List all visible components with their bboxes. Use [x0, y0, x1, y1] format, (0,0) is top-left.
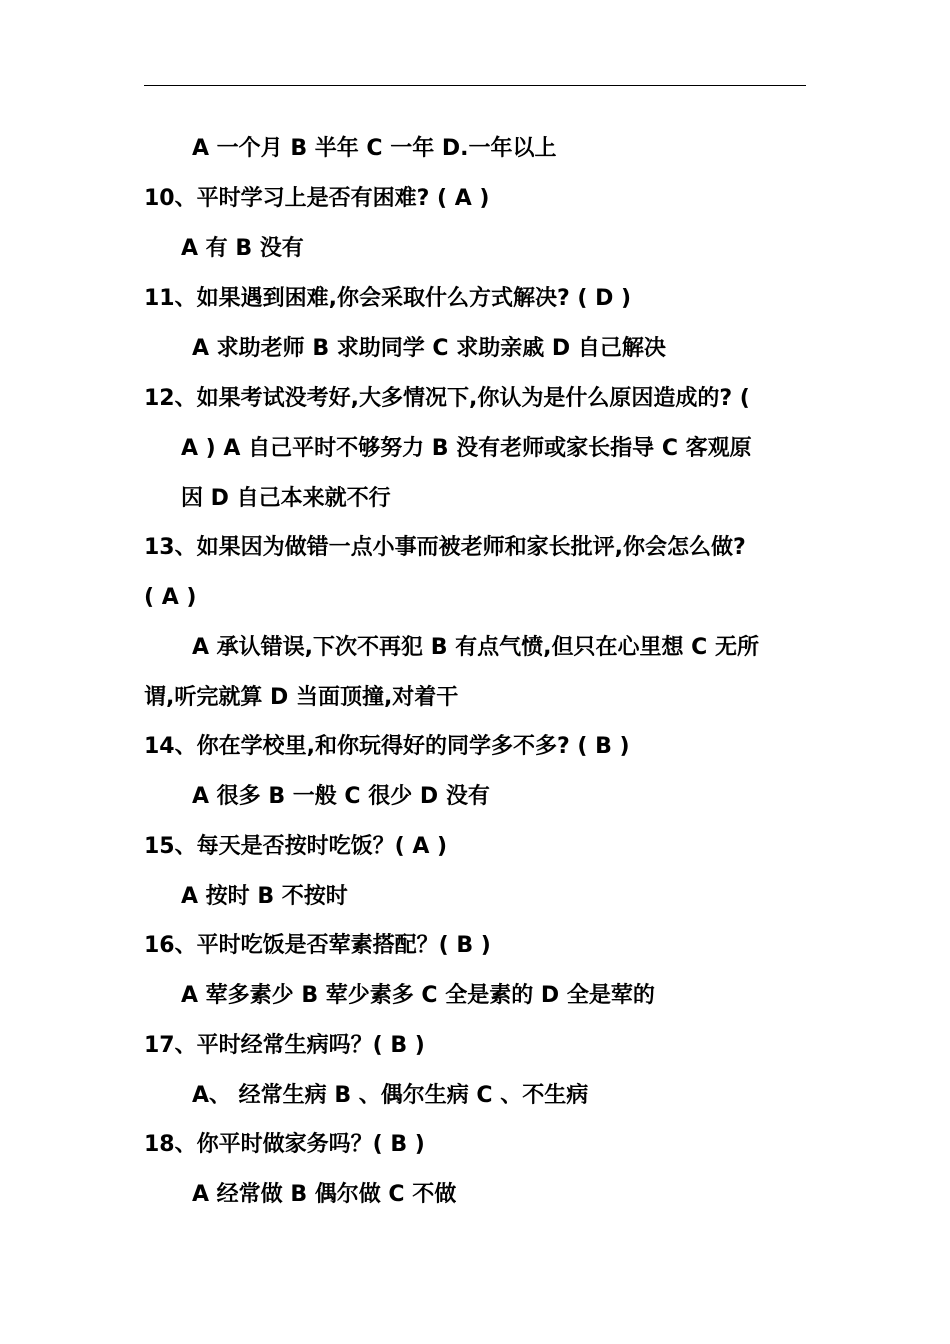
options-q10: A 有 B 没有: [181, 236, 304, 261]
question-15: 15、每天是否按时吃饭？( A ): [144, 834, 448, 859]
question-14: 14、你在学校里,和你玩得好的同学多不多? ( B ): [144, 734, 630, 759]
options-q16: A 荤多素少 B 荤少素多 C 全是素的 D 全是荤的: [181, 983, 655, 1008]
options-q14: A 很多 B 一般 C 很少 D 没有: [192, 784, 490, 809]
options-q17: A、 经常生病 B 、偶尔生病 C 、不生病: [192, 1083, 589, 1108]
options-q12-line2: 因 D 自己本来就不行: [181, 486, 391, 511]
question-13: 13、如果因为做错一点小事而被老师和家长批评,你会怎么做?: [144, 535, 746, 560]
question-16: 16、平时吃饭是否荤素搭配？( B ): [144, 933, 491, 958]
options-q11: A 求助老师 B 求助同学 C 求助亲戚 D 自己解决: [192, 336, 666, 361]
options-q9: A 一个月 B 半年 C 一年 D.一年以上: [192, 136, 557, 161]
options-q13-line1: A 承认错误,下次不再犯 B 有点气愤,但只在心里想 C 无所: [192, 635, 759, 660]
options-q12-line1: A ) A 自己平时不够努力 B 没有老师或家长指导 C 客观原: [181, 436, 752, 461]
header-rule: [144, 85, 806, 86]
options-q18: A 经常做 B 偶尔做 C 不做: [192, 1182, 457, 1207]
question-11: 11、如果遇到困难,你会采取什么方式解决? ( D ): [144, 286, 632, 311]
question-17: 17、平时经常生病吗？( B ): [144, 1033, 425, 1058]
options-q15: A 按时 B 不按时: [181, 884, 348, 909]
answer-q13: ( A ): [144, 585, 197, 610]
options-q13-line2: 谓,听完就算 D 当面顶撞,对着干: [144, 685, 459, 710]
question-12: 12、如果考试没考好,大多情况下,你认为是什么原因造成的? (: [144, 386, 750, 411]
question-10: 10、平时学习上是否有困难? ( A ): [144, 186, 490, 211]
question-18: 18、你平时做家务吗？( B ): [144, 1132, 425, 1157]
